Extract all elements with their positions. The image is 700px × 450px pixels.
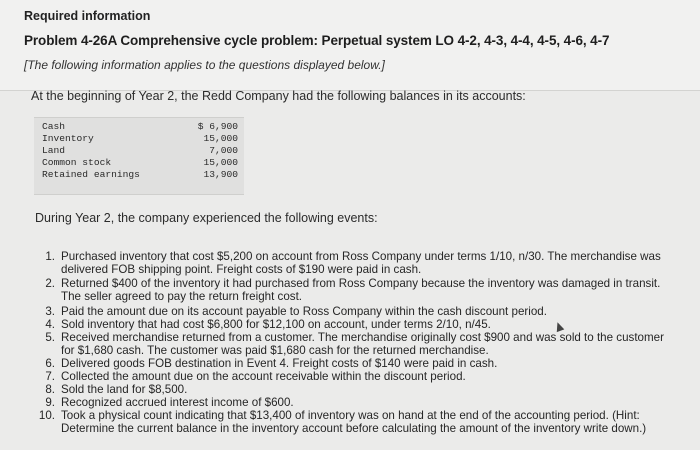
problem-header — [0, 0, 700, 91]
event-number: 4. — [45, 318, 55, 331]
event-text: Paid the amount due on its account payable to Ross Company within the cash discount period. — [61, 305, 547, 318]
event-text-continued: The seller agreed to pay the return freight cost. — [61, 289, 303, 303]
account-balances-table — [34, 117, 244, 195]
account-name: Cash — [42, 121, 66, 132]
event-text: Recognized accrued interest income of $600. — [61, 396, 294, 409]
problem-content — [0, 91, 700, 450]
event-text: Purchased inventory that cost $5,200 on account from Ross Company under terms 1/10, n/30. The merchandise was — [61, 250, 661, 263]
event-text: Took a physical count indicating that $13,400 of inventory was on hand at the end of the accounting period. (Hint: — [61, 409, 640, 422]
balance-row — [42, 133, 238, 145]
account-name: Common stock — [42, 157, 112, 168]
event-text-continued: for $1,680 cash. The customer was paid $1,680 cash for the returned merchandise. — [61, 343, 489, 357]
event-text-continued: Determine the current balance in the inventory account before calculating the amount of the inventory write down.) — [61, 421, 647, 435]
problem-title: Problem 4-26A Comprehensive cycle problem: Perpetual system LO 4-2, 4-3, 4-4, 4-5, 4-6, 4-7 — [24, 33, 610, 48]
account-name: Retained earnings — [42, 169, 140, 180]
instructions-note: [The following information applies to the questions displayed below.] — [24, 58, 385, 72]
event-text: Delivered goods FOB destination in Event 4. Freight costs of $140 were paid in cash. — [61, 357, 498, 370]
balance-row — [42, 169, 238, 181]
events-intro: During Year 2, the company experienced the following events: — [35, 211, 378, 225]
event-number: 6. — [45, 357, 55, 370]
event-text: Returned $400 of the inventory it had purchased from Ross Company because the inventory was damaged in transit. — [61, 277, 661, 290]
event-number: 5. — [45, 331, 55, 344]
account-amount: 13,900 — [203, 169, 238, 180]
balance-row — [42, 157, 238, 169]
account-amount: 15,000 — [203, 133, 238, 144]
account-name: Inventory — [42, 133, 94, 144]
balances-intro: At the beginning of Year 2, the Redd Company had the following balances in its accounts: — [31, 89, 526, 103]
event-text: Received merchandise returned from a customer. The merchandise originally cost $900 and was sold to the customer — [61, 331, 664, 344]
event-number: 9. — [45, 396, 55, 409]
balance-row — [42, 121, 238, 133]
account-amount: 15,000 — [203, 157, 238, 168]
account-amount: $ 6,900 — [197, 121, 238, 132]
event-text-continued: delivered FOB shipping point. Freight costs of $190 were paid in cash. — [61, 262, 422, 276]
event-text: Sold inventory that had cost $6,800 for $12,100 on account, under terms 2/10, n/45. — [61, 318, 491, 331]
required-information-label: Required information — [24, 9, 151, 23]
event-number: 7. — [45, 370, 55, 383]
account-amount: 7,000 — [209, 145, 238, 156]
account-name: Land — [42, 145, 66, 156]
event-number: 3. — [45, 305, 55, 318]
event-number: 1. — [45, 250, 55, 263]
event-number: 8. — [45, 383, 55, 396]
event-text: Collected the amount due on the account receivable within the discount period. — [61, 370, 466, 383]
event-number: 10. — [38, 409, 55, 422]
event-number: 2. — [45, 277, 55, 290]
balance-row — [42, 145, 238, 157]
event-text: Sold the land for $8,500. — [61, 383, 188, 396]
